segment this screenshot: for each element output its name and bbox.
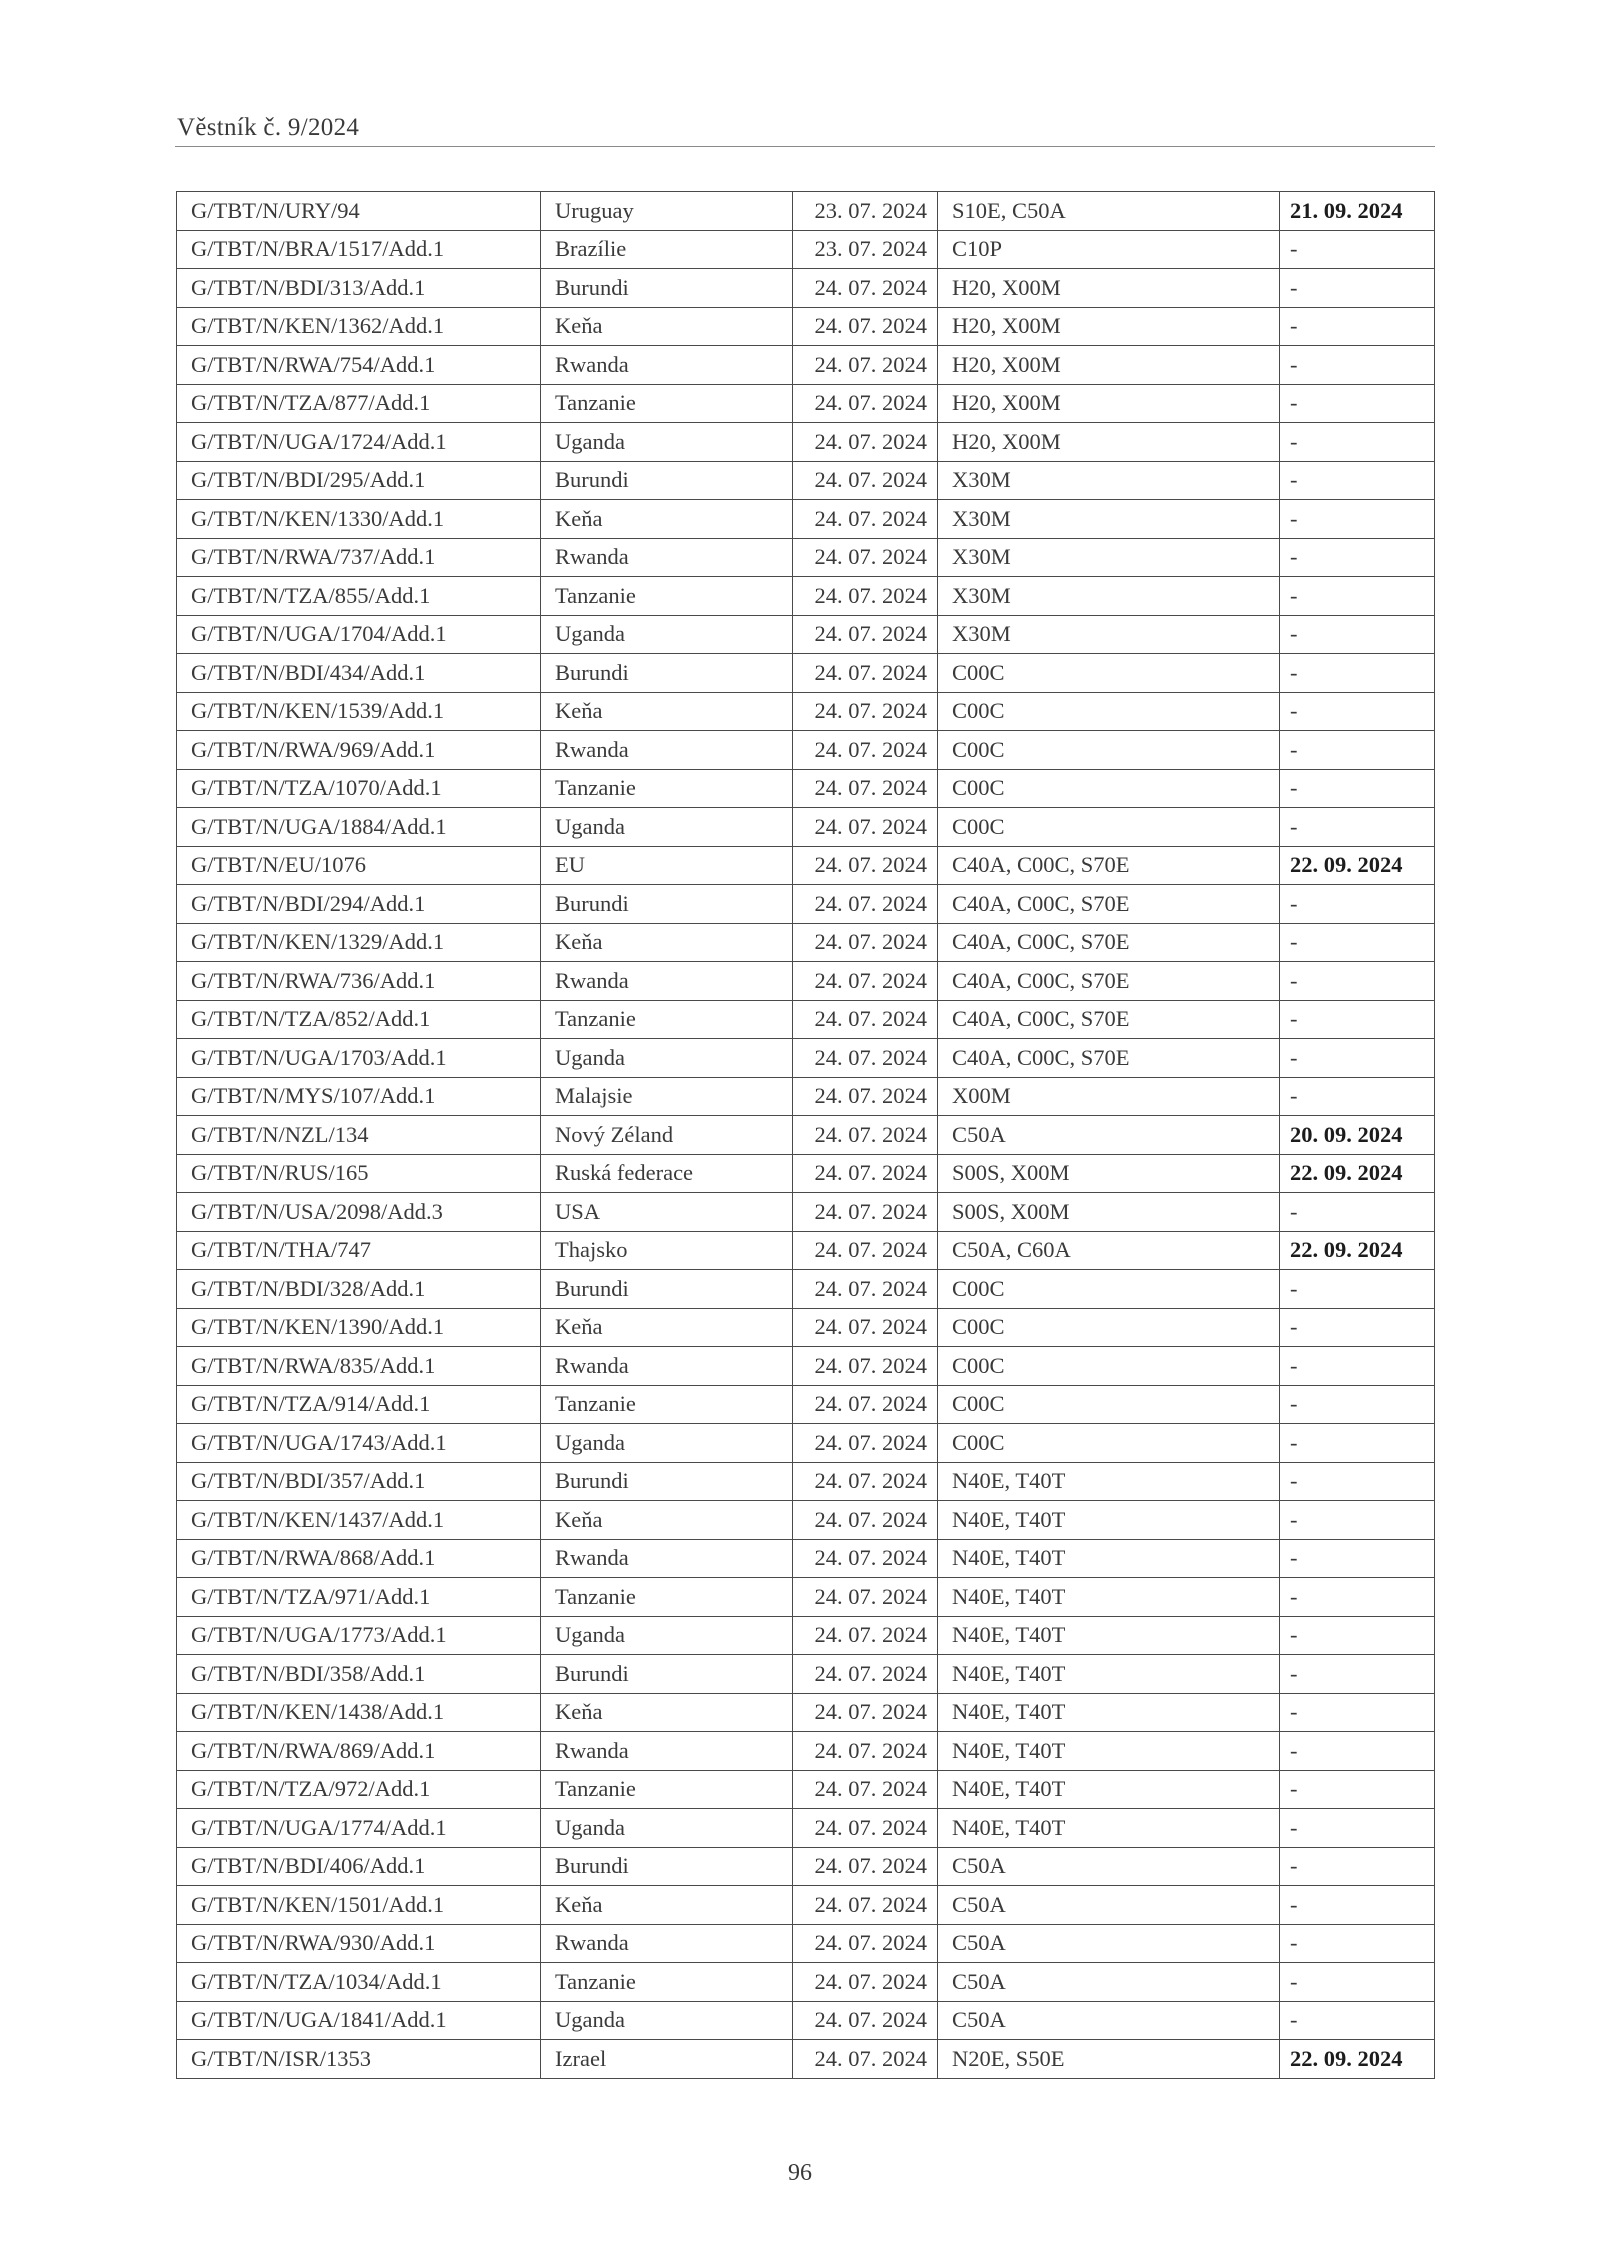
ics-codes-cell: C00C bbox=[938, 1385, 1280, 1424]
member-cell: Uganda bbox=[541, 1616, 793, 1655]
comment-deadline-cell: - bbox=[1280, 1424, 1435, 1463]
comment-deadline-cell: - bbox=[1280, 384, 1435, 423]
ics-codes-cell: X30M bbox=[938, 500, 1280, 539]
member-cell: Burundi bbox=[541, 1847, 793, 1886]
page-number: 96 bbox=[788, 2160, 812, 2186]
comment-deadline-cell: - bbox=[1280, 423, 1435, 462]
member-cell: Brazílie bbox=[541, 230, 793, 269]
table-row bbox=[177, 731, 1435, 770]
table-row bbox=[177, 269, 1435, 308]
ics-codes-cell: C00C bbox=[938, 654, 1280, 693]
document-symbol-cell: G/TBT/N/TZA/1070/Add.1 bbox=[177, 769, 541, 808]
table-row bbox=[177, 1462, 1435, 1501]
member-cell: Rwanda bbox=[541, 1539, 793, 1578]
date-cell: 24. 07. 2024 bbox=[793, 1578, 938, 1617]
document-symbol-cell: G/TBT/N/RWA/835/Add.1 bbox=[177, 1347, 541, 1386]
comment-deadline-cell: 21. 09. 2024 bbox=[1280, 192, 1435, 231]
document-symbol-cell: G/TBT/N/BDI/328/Add.1 bbox=[177, 1270, 541, 1309]
table-row bbox=[177, 1270, 1435, 1309]
ics-codes-cell: C00C bbox=[938, 1270, 1280, 1309]
member-cell: Rwanda bbox=[541, 1924, 793, 1963]
comment-deadline-cell: - bbox=[1280, 461, 1435, 500]
comment-deadline-cell: - bbox=[1280, 1077, 1435, 1116]
table-row bbox=[177, 1000, 1435, 1039]
date-cell: 24. 07. 2024 bbox=[793, 1231, 938, 1270]
document-symbol-cell: G/TBT/N/UGA/1743/Add.1 bbox=[177, 1424, 541, 1463]
date-cell: 24. 07. 2024 bbox=[793, 1077, 938, 1116]
ics-codes-cell: C00C bbox=[938, 692, 1280, 731]
ics-codes-cell: C50A bbox=[938, 2001, 1280, 2040]
member-cell: Keňa bbox=[541, 923, 793, 962]
member-cell: Thajsko bbox=[541, 1231, 793, 1270]
date-cell: 24. 07. 2024 bbox=[793, 538, 938, 577]
document-symbol-cell: G/TBT/N/UGA/1704/Add.1 bbox=[177, 615, 541, 654]
ics-codes-cell: C40A, C00C, S70E bbox=[938, 1000, 1280, 1039]
ics-codes-cell: N40E, T40T bbox=[938, 1616, 1280, 1655]
date-cell: 24. 07. 2024 bbox=[793, 885, 938, 924]
table-row bbox=[177, 1578, 1435, 1617]
member-cell: Burundi bbox=[541, 1462, 793, 1501]
comment-deadline-cell: - bbox=[1280, 577, 1435, 616]
table-row bbox=[177, 808, 1435, 847]
comment-deadline-cell: - bbox=[1280, 1770, 1435, 1809]
table-row bbox=[177, 769, 1435, 808]
member-cell: Burundi bbox=[541, 654, 793, 693]
table-row bbox=[177, 923, 1435, 962]
member-cell: Tanzanie bbox=[541, 384, 793, 423]
table-row bbox=[177, 1347, 1435, 1386]
member-cell: Rwanda bbox=[541, 962, 793, 1001]
table-row bbox=[177, 1193, 1435, 1232]
comment-deadline-cell: - bbox=[1280, 1732, 1435, 1771]
table-row bbox=[177, 1616, 1435, 1655]
document-symbol-cell: G/TBT/N/BDI/358/Add.1 bbox=[177, 1655, 541, 1694]
member-cell: Burundi bbox=[541, 269, 793, 308]
document-symbol-cell: G/TBT/N/TZA/914/Add.1 bbox=[177, 1385, 541, 1424]
ics-codes-cell: C00C bbox=[938, 1308, 1280, 1347]
ics-codes-cell: N40E, T40T bbox=[938, 1732, 1280, 1771]
date-cell: 24. 07. 2024 bbox=[793, 1616, 938, 1655]
ics-codes-cell: N40E, T40T bbox=[938, 1809, 1280, 1848]
comment-deadline-cell: - bbox=[1280, 1539, 1435, 1578]
ics-codes-cell: S10E, C50A bbox=[938, 192, 1280, 231]
ics-codes-cell: C50A bbox=[938, 1847, 1280, 1886]
member-cell: Rwanda bbox=[541, 731, 793, 770]
table-row bbox=[177, 615, 1435, 654]
date-cell: 24. 07. 2024 bbox=[793, 2001, 938, 2040]
comment-deadline-cell: 22. 09. 2024 bbox=[1280, 1154, 1435, 1193]
table-row bbox=[177, 1886, 1435, 1925]
member-cell: Uganda bbox=[541, 2001, 793, 2040]
table-row bbox=[177, 962, 1435, 1001]
comment-deadline-cell: - bbox=[1280, 731, 1435, 770]
comment-deadline-cell: - bbox=[1280, 885, 1435, 924]
ics-codes-cell: H20, X00M bbox=[938, 423, 1280, 462]
comment-deadline-cell: - bbox=[1280, 1578, 1435, 1617]
member-cell: Keňa bbox=[541, 1501, 793, 1540]
document-symbol-cell: G/TBT/N/BDI/294/Add.1 bbox=[177, 885, 541, 924]
member-cell: Keňa bbox=[541, 1693, 793, 1732]
comment-deadline-cell: - bbox=[1280, 1924, 1435, 1963]
ics-codes-cell: X30M bbox=[938, 461, 1280, 500]
document-symbol-cell: G/TBT/N/UGA/1841/Add.1 bbox=[177, 2001, 541, 2040]
member-cell: Tanzanie bbox=[541, 577, 793, 616]
comment-deadline-cell: - bbox=[1280, 538, 1435, 577]
date-cell: 24. 07. 2024 bbox=[793, 923, 938, 962]
document-symbol-cell: G/TBT/N/THA/747 bbox=[177, 1231, 541, 1270]
date-cell: 24. 07. 2024 bbox=[793, 1347, 938, 1386]
date-cell: 24. 07. 2024 bbox=[793, 1154, 938, 1193]
document-symbol-cell: G/TBT/N/KEN/1362/Add.1 bbox=[177, 307, 541, 346]
date-cell: 24. 07. 2024 bbox=[793, 307, 938, 346]
document-symbol-cell: G/TBT/N/KEN/1330/Add.1 bbox=[177, 500, 541, 539]
date-cell: 23. 07. 2024 bbox=[793, 230, 938, 269]
date-cell: 24. 07. 2024 bbox=[793, 461, 938, 500]
ics-codes-cell: C00C bbox=[938, 1424, 1280, 1463]
comment-deadline-cell: - bbox=[1280, 1886, 1435, 1925]
table-row bbox=[177, 1732, 1435, 1771]
member-cell: Tanzanie bbox=[541, 769, 793, 808]
comment-deadline-cell: - bbox=[1280, 1039, 1435, 1078]
date-cell: 24. 07. 2024 bbox=[793, 1462, 938, 1501]
table-row bbox=[177, 654, 1435, 693]
comment-deadline-cell: - bbox=[1280, 1000, 1435, 1039]
member-cell: Rwanda bbox=[541, 538, 793, 577]
member-cell: Burundi bbox=[541, 1270, 793, 1309]
member-cell: Uganda bbox=[541, 1424, 793, 1463]
ics-codes-cell: N40E, T40T bbox=[938, 1539, 1280, 1578]
member-cell: Keňa bbox=[541, 500, 793, 539]
table-row bbox=[177, 230, 1435, 269]
member-cell: Malajsie bbox=[541, 1077, 793, 1116]
table-row bbox=[177, 1231, 1435, 1270]
comment-deadline-cell: - bbox=[1280, 346, 1435, 385]
table-row bbox=[177, 1501, 1435, 1540]
document-symbol-cell: G/TBT/N/TZA/972/Add.1 bbox=[177, 1770, 541, 1809]
document-symbol-cell: G/TBT/N/RWA/736/Add.1 bbox=[177, 962, 541, 1001]
document-symbol-cell: G/TBT/N/RWA/868/Add.1 bbox=[177, 1539, 541, 1578]
table-row bbox=[177, 1539, 1435, 1578]
table-row bbox=[177, 1039, 1435, 1078]
member-cell: Burundi bbox=[541, 885, 793, 924]
ics-codes-cell: H20, X00M bbox=[938, 384, 1280, 423]
table-row bbox=[177, 1924, 1435, 1963]
member-cell: Uganda bbox=[541, 1039, 793, 1078]
document-symbol-cell: G/TBT/N/KEN/1329/Add.1 bbox=[177, 923, 541, 962]
ics-codes-cell: N20E, S50E bbox=[938, 2040, 1280, 2079]
comment-deadline-cell: - bbox=[1280, 1809, 1435, 1848]
table-row bbox=[177, 538, 1435, 577]
bulletin-title: Věstník č. 9/2024 bbox=[177, 114, 360, 141]
comment-deadline-cell: 22. 09. 2024 bbox=[1280, 846, 1435, 885]
document-symbol-cell: G/TBT/N/TZA/877/Add.1 bbox=[177, 384, 541, 423]
member-cell: Rwanda bbox=[541, 346, 793, 385]
date-cell: 24. 07. 2024 bbox=[793, 1539, 938, 1578]
table-row bbox=[177, 423, 1435, 462]
ics-codes-cell: C10P bbox=[938, 230, 1280, 269]
date-cell: 24. 07. 2024 bbox=[793, 962, 938, 1001]
document-symbol-cell: G/TBT/N/RWA/754/Add.1 bbox=[177, 346, 541, 385]
document-symbol-cell: G/TBT/N/KEN/1501/Add.1 bbox=[177, 1886, 541, 1925]
date-cell: 24. 07. 2024 bbox=[793, 269, 938, 308]
date-cell: 24. 07. 2024 bbox=[793, 846, 938, 885]
ics-codes-cell: C50A bbox=[938, 1963, 1280, 2002]
table-row bbox=[177, 1847, 1435, 1886]
comment-deadline-cell: - bbox=[1280, 1847, 1435, 1886]
comment-deadline-cell: - bbox=[1280, 808, 1435, 847]
date-cell: 24. 07. 2024 bbox=[793, 1116, 938, 1155]
comment-deadline-cell: - bbox=[1280, 923, 1435, 962]
document-symbol-cell: G/TBT/N/UGA/1773/Add.1 bbox=[177, 1616, 541, 1655]
document-symbol-cell: G/TBT/N/KEN/1437/Add.1 bbox=[177, 1501, 541, 1540]
ics-codes-cell: N40E, T40T bbox=[938, 1578, 1280, 1617]
table-row bbox=[177, 346, 1435, 385]
comment-deadline-cell: - bbox=[1280, 962, 1435, 1001]
ics-codes-cell: X30M bbox=[938, 538, 1280, 577]
member-cell: EU bbox=[541, 846, 793, 885]
comment-deadline-cell: - bbox=[1280, 2001, 1435, 2040]
date-cell: 24. 07. 2024 bbox=[793, 1501, 938, 1540]
comment-deadline-cell: - bbox=[1280, 1693, 1435, 1732]
ics-codes-cell: C00C bbox=[938, 769, 1280, 808]
date-cell: 24. 07. 2024 bbox=[793, 1693, 938, 1732]
comment-deadline-cell: - bbox=[1280, 500, 1435, 539]
table-row bbox=[177, 500, 1435, 539]
document-symbol-cell: G/TBT/N/BRA/1517/Add.1 bbox=[177, 230, 541, 269]
date-cell: 23. 07. 2024 bbox=[793, 192, 938, 231]
document-symbol-cell: G/TBT/N/UGA/1703/Add.1 bbox=[177, 1039, 541, 1078]
ics-codes-cell: X00M bbox=[938, 1077, 1280, 1116]
table-row bbox=[177, 1770, 1435, 1809]
date-cell: 24. 07. 2024 bbox=[793, 1193, 938, 1232]
member-cell: Nový Zéland bbox=[541, 1116, 793, 1155]
ics-codes-cell: N40E, T40T bbox=[938, 1655, 1280, 1694]
member-cell: Uruguay bbox=[541, 192, 793, 231]
member-cell: Burundi bbox=[541, 461, 793, 500]
member-cell: Rwanda bbox=[541, 1732, 793, 1771]
document-symbol-cell: G/TBT/N/BDI/295/Add.1 bbox=[177, 461, 541, 500]
table-row bbox=[177, 1077, 1435, 1116]
comment-deadline-cell: - bbox=[1280, 1963, 1435, 2002]
ics-codes-cell: C00C bbox=[938, 1347, 1280, 1386]
table-row bbox=[177, 2040, 1435, 2079]
date-cell: 24. 07. 2024 bbox=[793, 1809, 938, 1848]
date-cell: 24. 07. 2024 bbox=[793, 615, 938, 654]
document-symbol-cell: G/TBT/N/UGA/1884/Add.1 bbox=[177, 808, 541, 847]
ics-codes-cell: C50A, C60A bbox=[938, 1231, 1280, 1270]
ics-codes-cell: X30M bbox=[938, 577, 1280, 616]
member-cell: Keňa bbox=[541, 307, 793, 346]
table-body bbox=[177, 192, 1435, 2079]
member-cell: Tanzanie bbox=[541, 1578, 793, 1617]
comment-deadline-cell: - bbox=[1280, 1347, 1435, 1386]
notifications-table bbox=[176, 191, 1435, 2079]
date-cell: 24. 07. 2024 bbox=[793, 577, 938, 616]
member-cell: Tanzanie bbox=[541, 1000, 793, 1039]
member-cell: Izrael bbox=[541, 2040, 793, 2079]
document-symbol-cell: G/TBT/N/TZA/852/Add.1 bbox=[177, 1000, 541, 1039]
document-symbol-cell: G/TBT/N/BDI/313/Add.1 bbox=[177, 269, 541, 308]
document-symbol-cell: G/TBT/N/BDI/434/Add.1 bbox=[177, 654, 541, 693]
comment-deadline-cell: - bbox=[1280, 1501, 1435, 1540]
member-cell: Keňa bbox=[541, 692, 793, 731]
document-symbol-cell: G/TBT/N/KEN/1390/Add.1 bbox=[177, 1308, 541, 1347]
date-cell: 24. 07. 2024 bbox=[793, 692, 938, 731]
comment-deadline-cell: - bbox=[1280, 1193, 1435, 1232]
table-row bbox=[177, 461, 1435, 500]
document-symbol-cell: G/TBT/N/EU/1076 bbox=[177, 846, 541, 885]
date-cell: 24. 07. 2024 bbox=[793, 1039, 938, 1078]
date-cell: 24. 07. 2024 bbox=[793, 423, 938, 462]
document-symbol-cell: G/TBT/N/RWA/869/Add.1 bbox=[177, 1732, 541, 1771]
document-symbol-cell: G/TBT/N/RWA/737/Add.1 bbox=[177, 538, 541, 577]
document-symbol-cell: G/TBT/N/USA/2098/Add.3 bbox=[177, 1193, 541, 1232]
comment-deadline-cell: - bbox=[1280, 654, 1435, 693]
member-cell: Keňa bbox=[541, 1886, 793, 1925]
date-cell: 24. 07. 2024 bbox=[793, 500, 938, 539]
ics-codes-cell: N40E, T40T bbox=[938, 1501, 1280, 1540]
comment-deadline-cell: 20. 09. 2024 bbox=[1280, 1116, 1435, 1155]
document-symbol-cell: G/TBT/N/RWA/969/Add.1 bbox=[177, 731, 541, 770]
table-row bbox=[177, 692, 1435, 731]
date-cell: 24. 07. 2024 bbox=[793, 654, 938, 693]
document-symbol-cell: G/TBT/N/KEN/1539/Add.1 bbox=[177, 692, 541, 731]
comment-deadline-cell: - bbox=[1280, 307, 1435, 346]
comment-deadline-cell: - bbox=[1280, 692, 1435, 731]
document-symbol-cell: G/TBT/N/KEN/1438/Add.1 bbox=[177, 1693, 541, 1732]
ics-codes-cell: C00C bbox=[938, 808, 1280, 847]
comment-deadline-cell: - bbox=[1280, 769, 1435, 808]
date-cell: 24. 07. 2024 bbox=[793, 808, 938, 847]
comment-deadline-cell: 22. 09. 2024 bbox=[1280, 2040, 1435, 2079]
comment-deadline-cell: - bbox=[1280, 1270, 1435, 1309]
ics-codes-cell: C40A, C00C, S70E bbox=[938, 1039, 1280, 1078]
ics-codes-cell: C40A, C00C, S70E bbox=[938, 923, 1280, 962]
ics-codes-cell: C50A bbox=[938, 1116, 1280, 1155]
comment-deadline-cell: - bbox=[1280, 615, 1435, 654]
member-cell: Uganda bbox=[541, 423, 793, 462]
date-cell: 24. 07. 2024 bbox=[793, 1424, 938, 1463]
comment-deadline-cell: - bbox=[1280, 1655, 1435, 1694]
comment-deadline-cell: - bbox=[1280, 1385, 1435, 1424]
member-cell: Uganda bbox=[541, 1809, 793, 1848]
member-cell: Keňa bbox=[541, 1308, 793, 1347]
ics-codes-cell: C50A bbox=[938, 1886, 1280, 1925]
ics-codes-cell: S00S, X00M bbox=[938, 1193, 1280, 1232]
table-row bbox=[177, 577, 1435, 616]
member-cell: Uganda bbox=[541, 808, 793, 847]
ics-codes-cell: C40A, C00C, S70E bbox=[938, 962, 1280, 1001]
document-symbol-cell: G/TBT/N/RUS/165 bbox=[177, 1154, 541, 1193]
date-cell: 24. 07. 2024 bbox=[793, 1886, 938, 1925]
document-symbol-cell: G/TBT/N/TZA/971/Add.1 bbox=[177, 1578, 541, 1617]
member-cell: Tanzanie bbox=[541, 1770, 793, 1809]
table-row bbox=[177, 1308, 1435, 1347]
ics-codes-cell: H20, X00M bbox=[938, 346, 1280, 385]
date-cell: 24. 07. 2024 bbox=[793, 731, 938, 770]
date-cell: 24. 07. 2024 bbox=[793, 1308, 938, 1347]
table-row bbox=[177, 1116, 1435, 1155]
date-cell: 24. 07. 2024 bbox=[793, 1924, 938, 1963]
ics-codes-cell: S00S, X00M bbox=[938, 1154, 1280, 1193]
table-row bbox=[177, 1963, 1435, 2002]
table-row bbox=[177, 1693, 1435, 1732]
member-cell: Rwanda bbox=[541, 1347, 793, 1386]
table-row bbox=[177, 1154, 1435, 1193]
date-cell: 24. 07. 2024 bbox=[793, 1847, 938, 1886]
date-cell: 24. 07. 2024 bbox=[793, 1000, 938, 1039]
page-header bbox=[175, 112, 1435, 147]
comment-deadline-cell: - bbox=[1280, 1462, 1435, 1501]
ics-codes-cell: C00C bbox=[938, 731, 1280, 770]
table-row bbox=[177, 846, 1435, 885]
date-cell: 24. 07. 2024 bbox=[793, 1655, 938, 1694]
member-cell: Uganda bbox=[541, 615, 793, 654]
ics-codes-cell: N40E, T40T bbox=[938, 1462, 1280, 1501]
date-cell: 24. 07. 2024 bbox=[793, 769, 938, 808]
comment-deadline-cell: 22. 09. 2024 bbox=[1280, 1231, 1435, 1270]
member-cell: Tanzanie bbox=[541, 1385, 793, 1424]
table-row bbox=[177, 1385, 1435, 1424]
date-cell: 24. 07. 2024 bbox=[793, 2040, 938, 2079]
document-symbol-cell: G/TBT/N/UGA/1774/Add.1 bbox=[177, 1809, 541, 1848]
date-cell: 24. 07. 2024 bbox=[793, 384, 938, 423]
ics-codes-cell: N40E, T40T bbox=[938, 1693, 1280, 1732]
member-cell: Burundi bbox=[541, 1655, 793, 1694]
member-cell: USA bbox=[541, 1193, 793, 1232]
table-row bbox=[177, 1424, 1435, 1463]
member-cell: Ruská federace bbox=[541, 1154, 793, 1193]
comment-deadline-cell: - bbox=[1280, 1308, 1435, 1347]
member-cell: Tanzanie bbox=[541, 1963, 793, 2002]
document-symbol-cell: G/TBT/N/ISR/1353 bbox=[177, 2040, 541, 2079]
document-symbol-cell: G/TBT/N/URY/94 bbox=[177, 192, 541, 231]
table-row bbox=[177, 1655, 1435, 1694]
comment-deadline-cell: - bbox=[1280, 1616, 1435, 1655]
document-symbol-cell: G/TBT/N/TZA/1034/Add.1 bbox=[177, 1963, 541, 2002]
ics-codes-cell: C50A bbox=[938, 1924, 1280, 1963]
date-cell: 24. 07. 2024 bbox=[793, 1270, 938, 1309]
document-symbol-cell: G/TBT/N/TZA/855/Add.1 bbox=[177, 577, 541, 616]
document-symbol-cell: G/TBT/N/MYS/107/Add.1 bbox=[177, 1077, 541, 1116]
ics-codes-cell: N40E, T40T bbox=[938, 1770, 1280, 1809]
document-symbol-cell: G/TBT/N/BDI/406/Add.1 bbox=[177, 1847, 541, 1886]
table-row bbox=[177, 1809, 1435, 1848]
comment-deadline-cell: - bbox=[1280, 230, 1435, 269]
date-cell: 24. 07. 2024 bbox=[793, 346, 938, 385]
document-symbol-cell: G/TBT/N/NZL/134 bbox=[177, 1116, 541, 1155]
document-symbol-cell: G/TBT/N/RWA/930/Add.1 bbox=[177, 1924, 541, 1963]
document-symbol-cell: G/TBT/N/UGA/1724/Add.1 bbox=[177, 423, 541, 462]
table-row bbox=[177, 307, 1435, 346]
date-cell: 24. 07. 2024 bbox=[793, 1770, 938, 1809]
ics-codes-cell: C40A, C00C, S70E bbox=[938, 885, 1280, 924]
ics-codes-cell: H20, X00M bbox=[938, 307, 1280, 346]
document-symbol-cell: G/TBT/N/BDI/357/Add.1 bbox=[177, 1462, 541, 1501]
table-row bbox=[177, 192, 1435, 231]
comment-deadline-cell: - bbox=[1280, 269, 1435, 308]
ics-codes-cell: H20, X00M bbox=[938, 269, 1280, 308]
table-row bbox=[177, 2001, 1435, 2040]
table-row bbox=[177, 384, 1435, 423]
ics-codes-cell: C40A, C00C, S70E bbox=[938, 846, 1280, 885]
date-cell: 24. 07. 2024 bbox=[793, 1385, 938, 1424]
ics-codes-cell: X30M bbox=[938, 615, 1280, 654]
table-row bbox=[177, 885, 1435, 924]
date-cell: 24. 07. 2024 bbox=[793, 1963, 938, 2002]
date-cell: 24. 07. 2024 bbox=[793, 1732, 938, 1771]
